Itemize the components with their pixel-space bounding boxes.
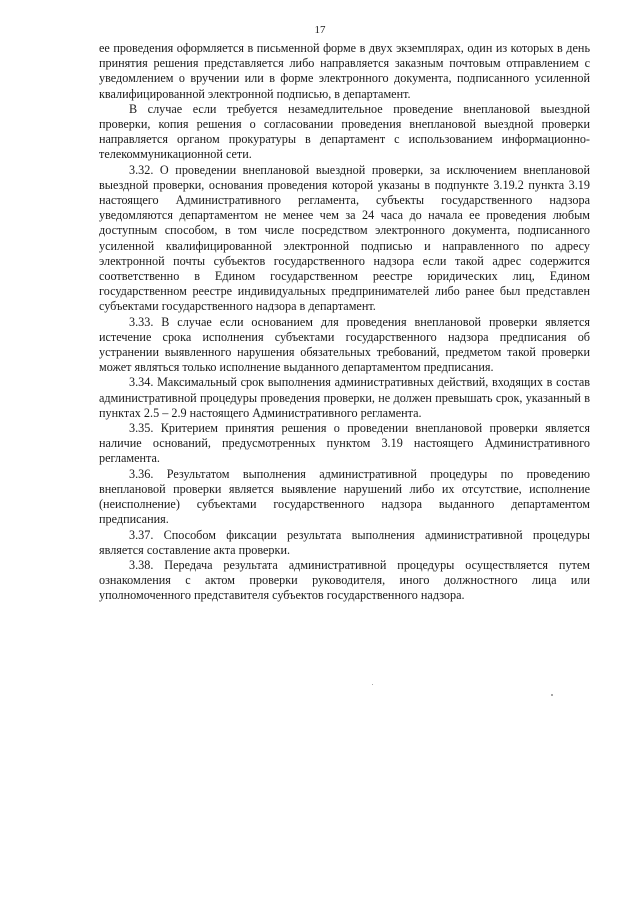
document-body [99,41,590,604]
paragraph-3-34: 3.34. Максимальный срок выполнения административных действий, входящих в состав административной процедуры проведения проверки, не должен превышать срок, указанный в пунктах 2.5 – 2.9 настоящего Административного регламента. [99,375,590,420]
scan-speck [372,684,373,685]
paragraph-prosecutor-copy: В случае если требуется незамедлительное проведение внеплановой выездной проверки, копия решения о согласовании проведения внеплановой выездной проверки направляется органом прокуратуры в департамент с использованием информационно-телекоммуникационной сети. [99,101,590,162]
paragraph-3-36: 3.36. Результатом выполнения административной процедуры по проведению внеплановой проверки является выявление нарушений либо их отсутствие, исполнение (неисполнение) субъектами государственного надзора выданного департаментом предписания. [99,466,590,527]
paragraph-3-37: 3.37. Способом фиксации результата выполнения административной процедуры является составление акта проверки. [99,527,590,557]
paragraph-continuation: ее проведения оформляется в письменной форме в двух экземплярах, один из которых в день принятия решения представляется либо направляется заказным почтовым отправлением с уведомлением о вручении или в форме электронного документа, подписанного усиленной квалифицированной электронной подписью, в департамент. [99,41,590,101]
paragraph-3-38: 3.38. Передача результата административной процедуры осуществляется путем ознакомления с актом проверки руководителя, иного должностного лица или уполномоченного представителя субъектов государственного надзора. [99,557,590,603]
paragraph-3-35: 3.35. Критерием принятия решения о проведении внеплановой проверки является наличие оснований, предусмотренных пунктом 3.19 настоящего Административного регламента. [99,421,590,466]
scan-speck [551,694,553,696]
paragraph-3-33: 3.33. В случае если основанием для проведения внеплановой проверки является истечение срока исполнения субъектами государственного надзора предписания об устранении выявленного нарушения обязательных требований, предметом такой проверки может являться только исполнение выданного департаментом предписания. [99,314,590,375]
paragraph-3-32: 3.32. О проведении внеплановой выездной проверки, за исключением внеплановой выездной проверки, основания проведения которой указаны в подпункте 3.19.2 пункта 3.19 настоящего Административного регламента, субъекты государственного надзора уведомляются департаментом не менее чем за 24 часа до начала ее проведения любым доступным способом, в том числе посредством электронного документа, подписанного усиленной квалифицированной электронной подписью и направленного по адресу электронной почты субъектов государственного надзора если такой адрес содержится соответственно в Едином государственном реестре юридических лиц, Едином государственном реестре индивидуальных предпринимателей либо ранее был представлен субъектами государственного надзора в департамент. [99,162,590,314]
page-number: 17 [314,24,326,36]
